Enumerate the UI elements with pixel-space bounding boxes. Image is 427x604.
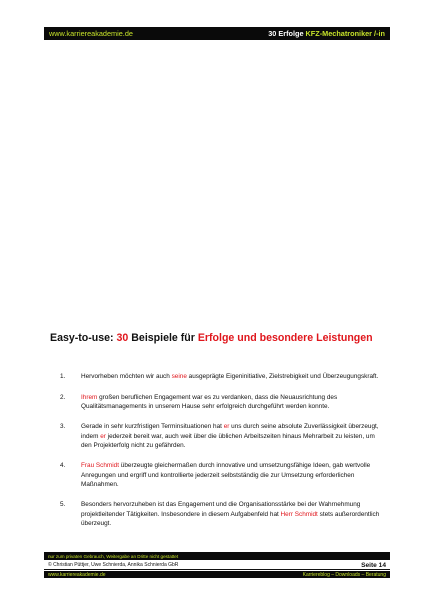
heading-part-1: Easy-to-use:: [50, 332, 117, 344]
highlighted-text: Herr Schmidt: [280, 510, 318, 518]
text-segment: stets außerordentlich überzeugt.: [81, 510, 380, 527]
footer-tagline[interactable]: Karriereblog – Downloads – Beratung: [302, 571, 386, 578]
page-number: Seite 14: [361, 561, 386, 569]
highlighted-text: er: [100, 432, 106, 440]
text-segment: großen beruflichen Engagement war es zu verdanken, dass die Neuausrichtung des Qualitätsmanagements in unserem Hause sehr erfolgreich durchgeführt werden konnte.: [81, 393, 338, 410]
text-segment: ausgeprägte Eigeninitiative, Zielstrebigkeit und Überzeugungskraft.: [186, 373, 379, 380]
text-segment: Gerade in sehr kurzfristigen Terminsituationen hat: [81, 423, 224, 431]
heading-number: 30: [116, 332, 129, 344]
list-item-text: [81, 393, 380, 411]
list-item-number: 1.: [60, 373, 66, 380]
examples-list: [60, 372, 380, 539]
header-site-link[interactable]: www.karriereakademie.de: [49, 29, 133, 38]
highlighted-text: seine: [171, 373, 187, 380]
footer-bottom-bar: [44, 571, 390, 578]
list-item-number: 4.: [60, 462, 66, 470]
text-segment: überzeugte gleichermaßen durch innovative und umsetzungsfähige Ideen, gab wertvolle Anregungen und ergriff und kontrollierte jederzeit selbstständig die zur Umsetzung erforderlichen Maßnahmen.: [81, 462, 371, 488]
text-segment: Besonders hervorzuheben ist das Engagement und die Organisationsstärke bei der Wahrnehmung projektleitender Tätigkeiten. Insbesondere in diesem Aufgabenfeld hat: [81, 501, 361, 518]
list-item-number: 2.: [60, 393, 66, 401]
footer-info: [44, 561, 390, 570]
highlighted-text: er: [223, 423, 230, 431]
list-item-number: 5.: [60, 501, 66, 509]
list-item-text: [81, 372, 380, 381]
text-segment: uns durch seine absolute Zuverlässigkeit überzeugt, indem: [81, 423, 379, 440]
section-heading: [50, 332, 410, 344]
header-title-prefix: 30 Erfolge: [268, 29, 306, 38]
footer-notice: nur zum privaten Gebrauch, Weitergabe an Dritte nicht gestattet: [48, 553, 179, 559]
header-title-highlight: KFZ-Mechatroniker /-in: [305, 29, 385, 38]
highlighted-text: Frau Schmidt: [81, 462, 120, 470]
list-item-text: [81, 500, 380, 528]
list-item: [60, 372, 380, 381]
highlighted-text: Ihrem: [81, 393, 98, 401]
list-item: [60, 393, 380, 411]
footer-copyright: © Christian Püttjer, Uwe Schnierda, Annika Schnierda GbR: [48, 562, 179, 568]
heading-highlight: Erfolge und besondere Leistungen: [197, 332, 373, 344]
text-segment: Hervorheben möchten wir auch: [81, 373, 172, 380]
list-item: [60, 461, 380, 489]
list-item: [60, 500, 380, 528]
header-title: [268, 29, 385, 38]
list-item-number: 3.: [60, 423, 66, 431]
footer-notice-bar: [44, 552, 390, 560]
list-item-text: [81, 461, 380, 489]
text-segment: jederzeit bereit war, auch weit über die üblichen Arbeitszeiten hinaus Mehrarbeit zu leisten, um den Projekterfolg nicht zu gefährden.: [81, 432, 375, 449]
page-header: [44, 27, 390, 40]
heading-part-3: Beispiele für: [128, 332, 198, 344]
footer-site-link[interactable]: www.karriereakademie.de: [48, 571, 106, 578]
list-item: [60, 422, 380, 450]
list-item-text: [81, 422, 380, 450]
